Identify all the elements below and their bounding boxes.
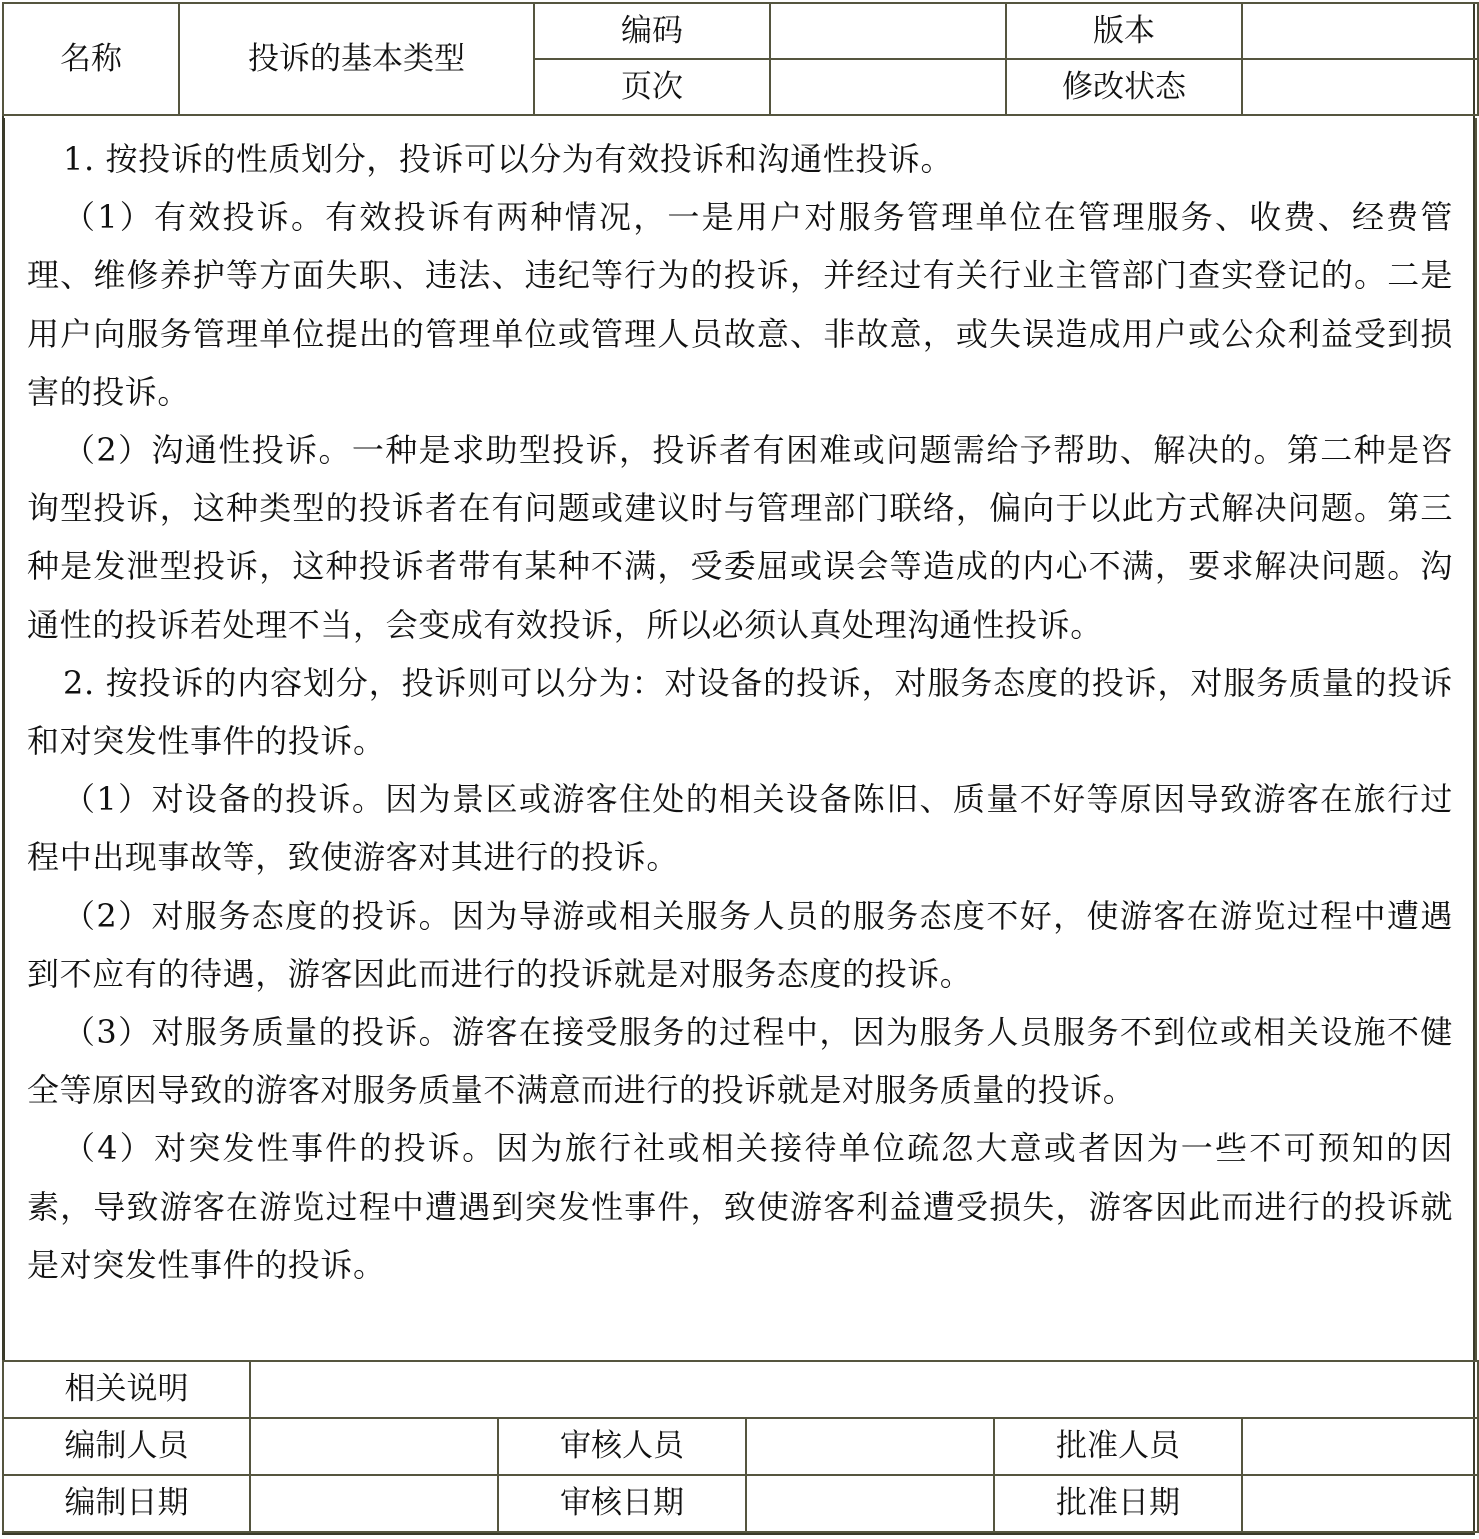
paragraph: （1）有效投诉。有效投诉有两种情况，一是用户对服务管理单位在管理服务、收费、经费管理、维修养护等方面失职、违法、违纪等行为的投诉，并经过有关行业主管部门查实登记的。二是用户向服务管理单位提出的管理单位或管理人员故意、非故意，或失误造成用户或公众利益受到损害的投诉。 (27, 198, 1453, 411)
page-value[interactable] (770, 59, 1006, 115)
name-value: 投诉的基本类型 (179, 3, 534, 115)
paragraph: （2）对服务态度的投诉。因为导游或相关服务人员的服务态度不好，使游客在游览过程中遭遇到不应有的待遇，游客因此而进行的投诉就是对服务态度的投诉。 (27, 896, 1453, 993)
revision-label: 修改状态 (1006, 59, 1242, 115)
approved-date-label: 批准日期 (994, 1475, 1242, 1532)
paragraph: 1. 按投诉的性质划分，投诉可以分为有效投诉和沟通性投诉。 (63, 140, 954, 178)
approved-date-value[interactable] (1242, 1475, 1478, 1532)
notes-label: 相关说明 (3, 1361, 250, 1418)
prepared-by-value[interactable] (250, 1418, 498, 1475)
approved-by-label: 批准人员 (994, 1418, 1242, 1475)
prepared-date-label: 编制日期 (3, 1475, 250, 1532)
reviewed-by-value[interactable] (746, 1418, 994, 1475)
personnel-row (3, 1418, 1478, 1475)
reviewed-date-label: 审核日期 (498, 1475, 746, 1532)
page-label: 页次 (534, 59, 770, 115)
revision-value[interactable] (1242, 59, 1478, 115)
version-label: 版本 (1006, 3, 1242, 59)
code-value[interactable] (770, 3, 1006, 59)
header-row (3, 3, 1478, 59)
paragraph: （2）沟通性投诉。一种是求助型投诉，投诉者有困难或问题需给予帮助、解决的。第二种是咨询型投诉，这种类型的投诉者在有问题或建议时与管理部门联络，偏向于以此方式解决问题。第三种是发泄型投诉，这种投诉者带有某种不满，受委屈或误会等造成的内心不满，要求解决问题。沟通性的投诉若处理不当，会变成有效投诉，所以必须认真处理沟通性投诉。 (27, 431, 1453, 644)
paragraph: （3）对服务质量的投诉。游客在接受服务的过程中，因为服务人员服务不到位或相关设施不健全等原因导致的游客对服务质量不满意而进行的投诉就是对服务质量的投诉。 (27, 1013, 1453, 1110)
date-row (3, 1475, 1478, 1532)
approved-by-value[interactable] (1242, 1418, 1478, 1475)
paragraph: （1）对设备的投诉。因为景区或游客住处的相关设备陈旧、质量不好等原因导致游客在旅行过程中出现事故等，致使游客对其进行的投诉。 (27, 780, 1453, 877)
header-table (2, 2, 1479, 116)
reviewed-by-label: 审核人员 (498, 1418, 746, 1475)
paragraph: （4）对突发性事件的投诉。因为旅行社或相关接待单位疏忽大意或者因为一些不可预知的因素，导致游客在游览过程中遭遇到突发性事件，致使游客利益遭受损失，游客因此而进行的投诉就是对突发性事件的投诉。 (27, 1129, 1453, 1284)
footer-table (2, 1360, 1479, 1533)
name-label: 名称 (3, 3, 179, 115)
notes-row (3, 1361, 1478, 1418)
reviewed-date-value[interactable] (746, 1475, 994, 1532)
prepared-by-label: 编制人员 (3, 1418, 250, 1475)
code-label: 编码 (534, 3, 770, 59)
notes-value[interactable] (250, 1361, 1478, 1418)
document-body (2, 118, 1477, 1360)
paragraph: 2. 按投诉的内容划分，投诉则可以分为：对设备的投诉，对服务态度的投诉，对服务质量的投诉和对突发性事件的投诉。 (27, 663, 1453, 761)
prepared-date-value[interactable] (250, 1475, 498, 1532)
version-value[interactable] (1242, 3, 1478, 59)
